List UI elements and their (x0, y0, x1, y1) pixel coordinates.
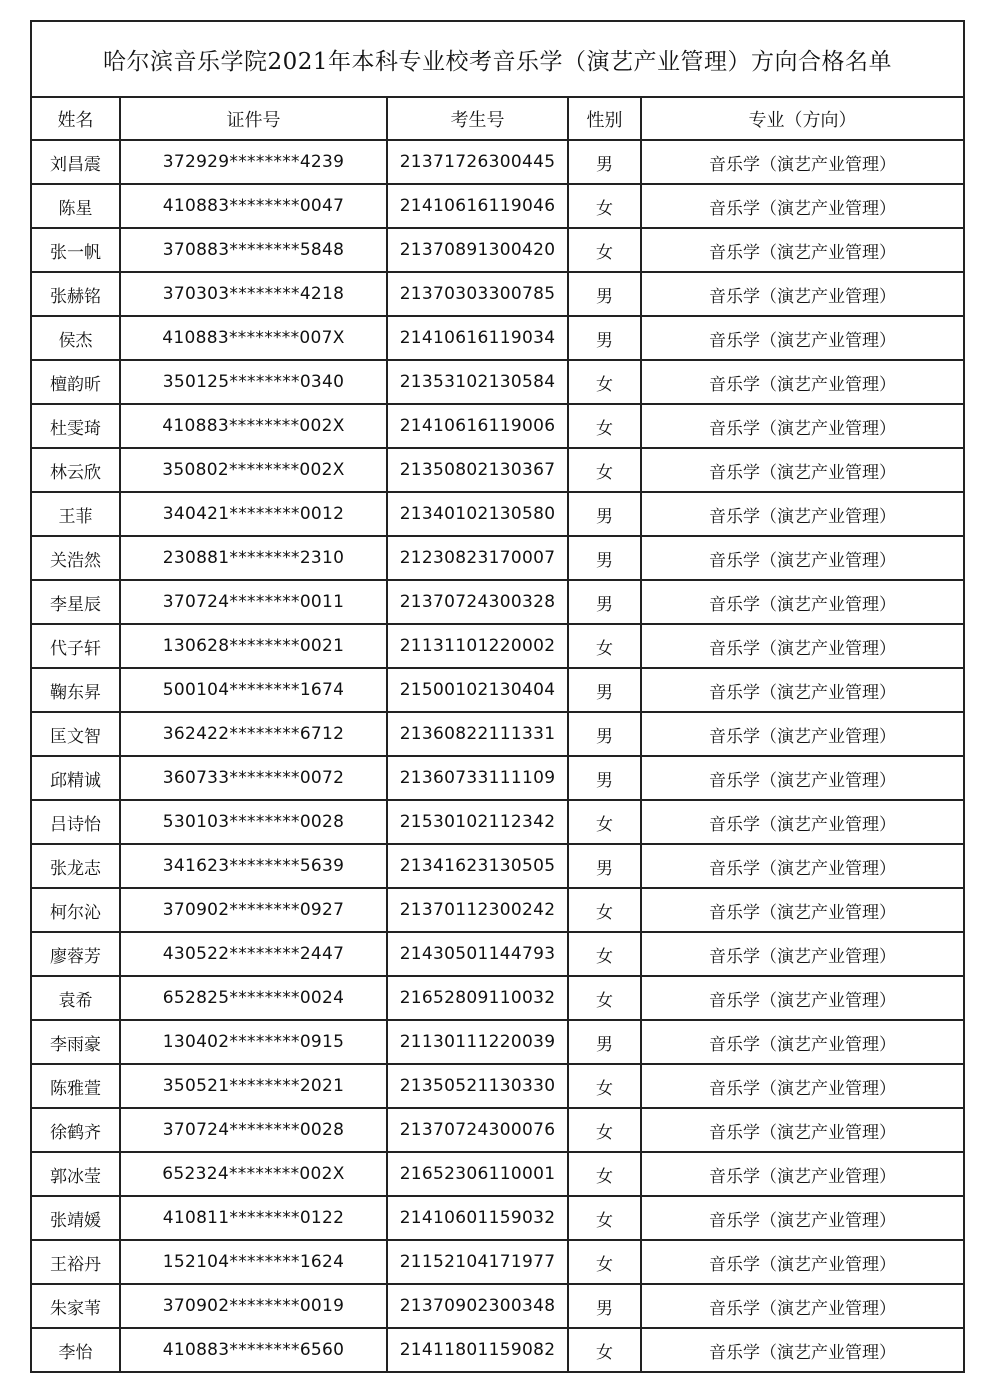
cell-name: 匡文智 (31, 712, 120, 756)
cell-gender: 男 (568, 492, 641, 536)
cell-id-number: 372929********4239 (120, 140, 387, 184)
table-row (31, 492, 964, 536)
cell-exam-number: 21370112300242 (387, 888, 568, 932)
cell-name: 朱家苇 (31, 1284, 120, 1328)
cell-major: 音乐学（演艺产业管理） (641, 624, 964, 668)
cell-major: 音乐学（演艺产业管理） (641, 1064, 964, 1108)
cell-gender: 男 (568, 140, 641, 184)
cell-exam-number: 21410616119034 (387, 316, 568, 360)
header-row (31, 97, 964, 140)
table-row (31, 1196, 964, 1240)
page-title: 哈尔滨音乐学院2021年本科专业校考音乐学（演艺产业管理）方向合格名单 (31, 21, 964, 97)
cell-exam-number: 21360733111109 (387, 756, 568, 800)
cell-gender: 女 (568, 800, 641, 844)
cell-major: 音乐学（演艺产业管理） (641, 932, 964, 976)
cell-major: 音乐学（演艺产业管理） (641, 316, 964, 360)
cell-gender: 男 (568, 712, 641, 756)
table-row (31, 536, 964, 580)
cell-name: 徐鹤齐 (31, 1108, 120, 1152)
cell-gender: 男 (568, 844, 641, 888)
cell-gender: 女 (568, 932, 641, 976)
table-row (31, 404, 964, 448)
cell-name: 袁希 (31, 976, 120, 1020)
cell-exam-number: 21371726300445 (387, 140, 568, 184)
table-row (31, 1240, 964, 1284)
cell-name: 王裕丹 (31, 1240, 120, 1284)
header-exam-number: 考生号 (387, 97, 568, 140)
cell-major: 音乐学（演艺产业管理） (641, 756, 964, 800)
cell-gender: 女 (568, 184, 641, 228)
cell-major: 音乐学（演艺产业管理） (641, 800, 964, 844)
cell-major: 音乐学（演艺产业管理） (641, 976, 964, 1020)
cell-gender: 女 (568, 624, 641, 668)
cell-id-number: 410883********0047 (120, 184, 387, 228)
cell-exam-number: 21230823170007 (387, 536, 568, 580)
table-body (31, 21, 964, 1372)
cell-gender: 男 (568, 1284, 641, 1328)
cell-major: 音乐学（演艺产业管理） (641, 668, 964, 712)
cell-exam-number: 21530102112342 (387, 800, 568, 844)
cell-exam-number: 21370303300785 (387, 272, 568, 316)
table-row (31, 1284, 964, 1328)
cell-exam-number: 21131101220002 (387, 624, 568, 668)
cell-major: 音乐学（演艺产业管理） (641, 536, 964, 580)
cell-major: 音乐学（演艺产业管理） (641, 272, 964, 316)
cell-name: 鞠东昇 (31, 668, 120, 712)
cell-exam-number: 21410616119006 (387, 404, 568, 448)
header-major: 专业（方向） (641, 97, 964, 140)
cell-gender: 男 (568, 1020, 641, 1064)
cell-id-number: 370303********4218 (120, 272, 387, 316)
cell-id-number: 410811********0122 (120, 1196, 387, 1240)
cell-exam-number: 21353102130584 (387, 360, 568, 404)
cell-id-number: 500104********1674 (120, 668, 387, 712)
cell-id-number: 370902********0927 (120, 888, 387, 932)
cell-id-number: 340421********0012 (120, 492, 387, 536)
header-id-number: 证件号 (120, 97, 387, 140)
cell-name: 廖蓉芳 (31, 932, 120, 976)
table-row (31, 932, 964, 976)
cell-exam-number: 21130111220039 (387, 1020, 568, 1064)
cell-exam-number: 21500102130404 (387, 668, 568, 712)
cell-id-number: 130402********0915 (120, 1020, 387, 1064)
cell-major: 音乐学（演艺产业管理） (641, 1108, 964, 1152)
cell-name: 吕诗怡 (31, 800, 120, 844)
cell-id-number: 230881********2310 (120, 536, 387, 580)
cell-major: 音乐学（演艺产业管理） (641, 1152, 964, 1196)
cell-name: 王菲 (31, 492, 120, 536)
cell-major: 音乐学（演艺产业管理） (641, 844, 964, 888)
cell-name: 张靖媛 (31, 1196, 120, 1240)
cell-major: 音乐学（演艺产业管理） (641, 404, 964, 448)
cell-name: 关浩然 (31, 536, 120, 580)
cell-name: 杜雯琦 (31, 404, 120, 448)
table-row (31, 316, 964, 360)
cell-id-number: 360733********0072 (120, 756, 387, 800)
cell-major: 音乐学（演艺产业管理） (641, 140, 964, 184)
cell-name: 林云欣 (31, 448, 120, 492)
cell-exam-number: 21411801159082 (387, 1328, 568, 1372)
table-row (31, 228, 964, 272)
cell-gender: 男 (568, 756, 641, 800)
table-row (31, 184, 964, 228)
cell-major: 音乐学（演艺产业管理） (641, 448, 964, 492)
cell-id-number: 410883********6560 (120, 1328, 387, 1372)
cell-name: 邱精诚 (31, 756, 120, 800)
cell-exam-number: 21350802130367 (387, 448, 568, 492)
table-row (31, 624, 964, 668)
table-row (31, 1152, 964, 1196)
cell-id-number: 652324********002X (120, 1152, 387, 1196)
cell-name: 张龙志 (31, 844, 120, 888)
cell-exam-number: 21652809110032 (387, 976, 568, 1020)
cell-exam-number: 21370891300420 (387, 228, 568, 272)
cell-gender: 女 (568, 1064, 641, 1108)
cell-gender: 女 (568, 888, 641, 932)
cell-id-number: 130628********0021 (120, 624, 387, 668)
table-row (31, 1328, 964, 1372)
cell-major: 音乐学（演艺产业管理） (641, 228, 964, 272)
cell-gender: 女 (568, 360, 641, 404)
cell-exam-number: 21370724300076 (387, 1108, 568, 1152)
header-name: 姓名 (31, 97, 120, 140)
cell-gender: 女 (568, 1152, 641, 1196)
cell-id-number: 370902********0019 (120, 1284, 387, 1328)
cell-id-number: 350521********2021 (120, 1064, 387, 1108)
table-row (31, 976, 964, 1020)
cell-name: 李怡 (31, 1328, 120, 1372)
cell-major: 音乐学（演艺产业管理） (641, 1328, 964, 1372)
cell-exam-number: 21430501144793 (387, 932, 568, 976)
cell-major: 音乐学（演艺产业管理） (641, 360, 964, 404)
cell-name: 张赫铭 (31, 272, 120, 316)
cell-name: 侯杰 (31, 316, 120, 360)
cell-name: 郭冰莹 (31, 1152, 120, 1196)
cell-name: 檀韵昕 (31, 360, 120, 404)
cell-name: 李雨豪 (31, 1020, 120, 1064)
cell-gender: 女 (568, 448, 641, 492)
results-table (30, 20, 965, 1373)
table-row (31, 1020, 964, 1064)
table-row (31, 844, 964, 888)
table-row (31, 888, 964, 932)
cell-name: 陈星 (31, 184, 120, 228)
cell-id-number: 370883********5848 (120, 228, 387, 272)
table-row (31, 448, 964, 492)
table-row (31, 712, 964, 756)
cell-gender: 女 (568, 1196, 641, 1240)
cell-exam-number: 21370724300328 (387, 580, 568, 624)
header-gender: 性别 (568, 97, 641, 140)
cell-exam-number: 21152104171977 (387, 1240, 568, 1284)
cell-exam-number: 21370902300348 (387, 1284, 568, 1328)
cell-exam-number: 21340102130580 (387, 492, 568, 536)
cell-id-number: 152104********1624 (120, 1240, 387, 1284)
cell-name: 张一帆 (31, 228, 120, 272)
cell-gender: 男 (568, 580, 641, 624)
cell-gender: 女 (568, 228, 641, 272)
cell-gender: 女 (568, 1108, 641, 1152)
cell-exam-number: 21410616119046 (387, 184, 568, 228)
cell-id-number: 362422********6712 (120, 712, 387, 756)
cell-id-number: 530103********0028 (120, 800, 387, 844)
cell-name: 代子轩 (31, 624, 120, 668)
table-row (31, 668, 964, 712)
cell-gender: 男 (568, 668, 641, 712)
cell-id-number: 430522********2447 (120, 932, 387, 976)
cell-id-number: 410883********007X (120, 316, 387, 360)
cell-gender: 男 (568, 316, 641, 360)
cell-major: 音乐学（演艺产业管理） (641, 1196, 964, 1240)
cell-major: 音乐学（演艺产业管理） (641, 1240, 964, 1284)
table-row (31, 580, 964, 624)
cell-name: 陈雅萱 (31, 1064, 120, 1108)
cell-id-number: 370724********0028 (120, 1108, 387, 1152)
cell-id-number: 652825********0024 (120, 976, 387, 1020)
cell-gender: 女 (568, 1240, 641, 1284)
cell-name: 刘昌震 (31, 140, 120, 184)
cell-major: 音乐学（演艺产业管理） (641, 1284, 964, 1328)
cell-id-number: 350802********002X (120, 448, 387, 492)
document-sheet (30, 20, 963, 1373)
table-row (31, 272, 964, 316)
table-row (31, 756, 964, 800)
cell-exam-number: 21350521130330 (387, 1064, 568, 1108)
cell-name: 李星辰 (31, 580, 120, 624)
title-row (31, 21, 964, 97)
table-row (31, 140, 964, 184)
cell-gender: 男 (568, 536, 641, 580)
cell-exam-number: 21410601159032 (387, 1196, 568, 1240)
cell-name: 柯尔沁 (31, 888, 120, 932)
cell-id-number: 341623********5639 (120, 844, 387, 888)
cell-major: 音乐学（演艺产业管理） (641, 1020, 964, 1064)
table-row (31, 1108, 964, 1152)
table-row (31, 1064, 964, 1108)
cell-gender: 女 (568, 1328, 641, 1372)
cell-id-number: 350125********0340 (120, 360, 387, 404)
cell-exam-number: 21341623130505 (387, 844, 568, 888)
cell-major: 音乐学（演艺产业管理） (641, 184, 964, 228)
cell-major: 音乐学（演艺产业管理） (641, 580, 964, 624)
cell-gender: 男 (568, 272, 641, 316)
cell-major: 音乐学（演艺产业管理） (641, 492, 964, 536)
cell-major: 音乐学（演艺产业管理） (641, 712, 964, 756)
cell-exam-number: 21360822111331 (387, 712, 568, 756)
cell-exam-number: 21652306110001 (387, 1152, 568, 1196)
table-row (31, 360, 964, 404)
cell-gender: 女 (568, 404, 641, 448)
cell-major: 音乐学（演艺产业管理） (641, 888, 964, 932)
cell-id-number: 370724********0011 (120, 580, 387, 624)
table-row (31, 800, 964, 844)
cell-gender: 女 (568, 976, 641, 1020)
cell-id-number: 410883********002X (120, 404, 387, 448)
